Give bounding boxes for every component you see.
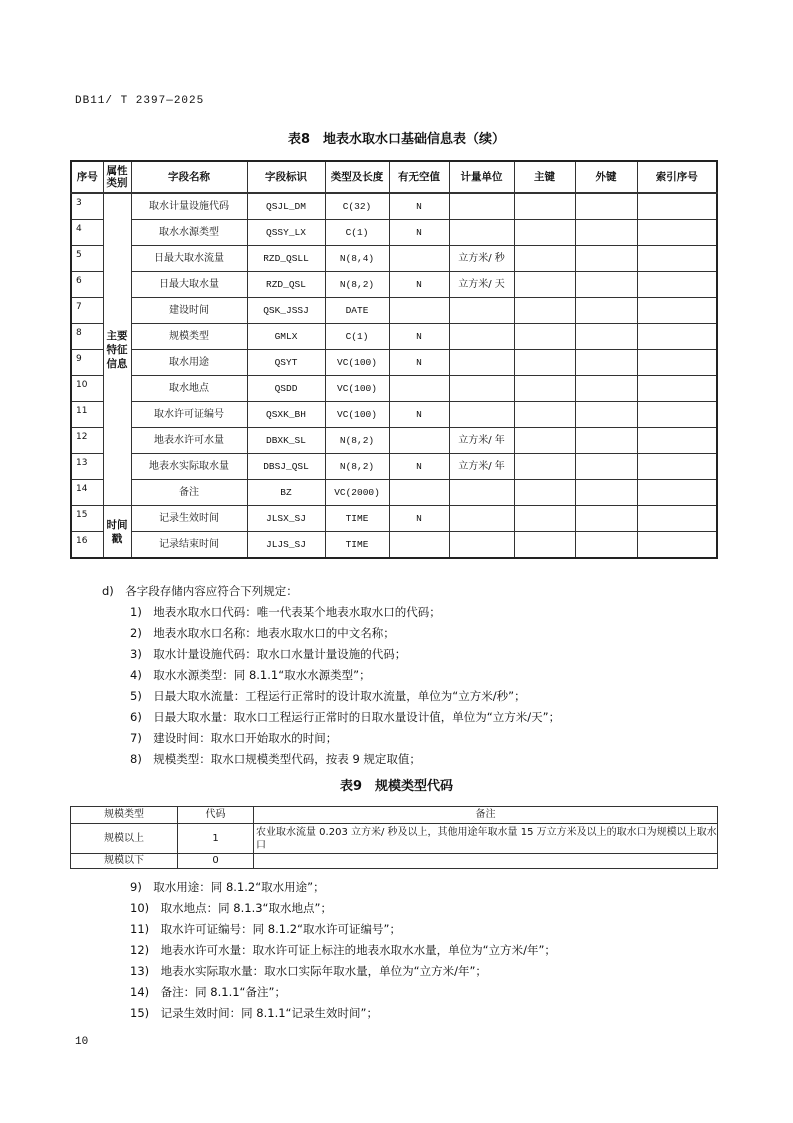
field-id: BZ bbox=[247, 480, 325, 506]
primary-key bbox=[514, 428, 575, 454]
column-header: 字段标识 bbox=[247, 161, 325, 193]
field-id: DBSJ_QSL bbox=[247, 454, 325, 480]
note: 农业取水流量 0.203 立方米/ 秒及以上，其他用途年取水量 15 万立方米及以上的取水口为规模以上取水口 bbox=[254, 824, 718, 854]
foreign-key bbox=[575, 246, 637, 272]
table-row bbox=[71, 532, 717, 559]
field-name: 取水水源类型 bbox=[131, 220, 247, 246]
unit bbox=[449, 220, 514, 246]
nullable bbox=[389, 428, 449, 454]
field-name: 取水计量设施代码 bbox=[131, 193, 247, 220]
field-id: QSJL_DM bbox=[247, 193, 325, 220]
index-order bbox=[637, 402, 717, 428]
row-number: 12 bbox=[71, 428, 103, 454]
table-row bbox=[71, 350, 717, 376]
field-name: 地表水许可水量 bbox=[131, 428, 247, 454]
list-item: d) 各字段存储内容应符合下列规定： bbox=[102, 584, 298, 598]
table-row bbox=[71, 824, 718, 854]
field-name: 建设时间 bbox=[131, 298, 247, 324]
field-name: 取水地点 bbox=[131, 376, 247, 402]
standard-header: DB11/ T 2397—2025 bbox=[75, 95, 205, 107]
index-order bbox=[637, 324, 717, 350]
table-row bbox=[71, 402, 717, 428]
scale-type: 规模以下 bbox=[71, 854, 178, 869]
list-item: 11) 取水许可证编号：同 8.1.2“取水许可证编号”； bbox=[130, 922, 401, 936]
list-item: 8) 规模类型：取水口规模类型代码，按表 9 规定取值； bbox=[130, 752, 421, 766]
field-type: VC(2000) bbox=[325, 480, 389, 506]
column-header: 规模类型 bbox=[71, 807, 178, 824]
table-row bbox=[71, 246, 717, 272]
field-id: JLJS_SJ bbox=[247, 532, 325, 559]
table8-caption: 表8 地表水取水口基础信息表（续） bbox=[287, 132, 506, 147]
list-item: 7) 建设时间：取水口开始取水的时间； bbox=[130, 731, 338, 745]
table-row bbox=[71, 272, 717, 298]
list-item: 2) 地表水取水口名称：地表水取水口的中文名称； bbox=[130, 626, 395, 640]
field-id: QSXK_BH bbox=[247, 402, 325, 428]
table9 bbox=[70, 806, 718, 869]
foreign-key bbox=[575, 298, 637, 324]
table-row bbox=[71, 506, 717, 532]
list-item: 12) 地表水许可水量：取水许可证上标注的地表水取水水量，单位为“立方米/年”； bbox=[130, 943, 556, 957]
index-order bbox=[637, 350, 717, 376]
field-id: RZD_QSLL bbox=[247, 246, 325, 272]
field-type: C(1) bbox=[325, 324, 389, 350]
field-name: 记录生效时间 bbox=[131, 506, 247, 532]
field-name: 取水许可证编号 bbox=[131, 402, 247, 428]
table-row bbox=[71, 428, 717, 454]
nullable: N bbox=[389, 193, 449, 220]
table-row bbox=[71, 376, 717, 402]
primary-key bbox=[514, 246, 575, 272]
list-item: 4) 取水水源类型：同 8.1.1“取水水源类型”； bbox=[130, 668, 371, 682]
unit bbox=[449, 506, 514, 532]
field-type: C(1) bbox=[325, 220, 389, 246]
index-order bbox=[637, 506, 717, 532]
foreign-key bbox=[575, 220, 637, 246]
primary-key bbox=[514, 324, 575, 350]
column-header: 代码 bbox=[178, 807, 254, 824]
primary-key bbox=[514, 298, 575, 324]
index-order bbox=[637, 272, 717, 298]
foreign-key bbox=[575, 454, 637, 480]
group-cell: 主要特征信息 bbox=[103, 193, 131, 506]
list-item: 6) 日最大取水量：取水口工程运行正常时的日取水量设计值，单位为“立方米/天”； bbox=[130, 710, 561, 724]
list-item: 3) 取水计量设施代码：取水口水量计量设施的代码； bbox=[130, 647, 407, 661]
field-type: TIME bbox=[325, 532, 389, 559]
field-name: 日最大取水流量 bbox=[131, 246, 247, 272]
foreign-key bbox=[575, 506, 637, 532]
row-number: 7 bbox=[71, 298, 103, 324]
row-number: 3 bbox=[71, 193, 103, 220]
column-header: 外键 bbox=[575, 161, 637, 193]
primary-key bbox=[514, 350, 575, 376]
nullable bbox=[389, 532, 449, 559]
field-type: N(8,2) bbox=[325, 454, 389, 480]
row-number: 6 bbox=[71, 272, 103, 298]
unit bbox=[449, 298, 514, 324]
table-row bbox=[71, 454, 717, 480]
row-number: 9 bbox=[71, 350, 103, 376]
table-header-row bbox=[71, 807, 718, 824]
primary-key bbox=[514, 454, 575, 480]
column-header: 有无空值 bbox=[389, 161, 449, 193]
field-name: 取水用途 bbox=[131, 350, 247, 376]
nullable: N bbox=[389, 506, 449, 532]
index-order bbox=[637, 480, 717, 506]
table-row bbox=[71, 324, 717, 350]
field-type: N(8,2) bbox=[325, 272, 389, 298]
code: 0 bbox=[178, 854, 254, 869]
primary-key bbox=[514, 272, 575, 298]
field-id: QSYT bbox=[247, 350, 325, 376]
row-number: 5 bbox=[71, 246, 103, 272]
list-item: 15) 记录生效时间：同 8.1.1“记录生效时间”； bbox=[130, 1006, 378, 1020]
column-header: 序号 bbox=[71, 161, 103, 193]
field-type: VC(100) bbox=[325, 402, 389, 428]
field-id: QSK_JSSJ bbox=[247, 298, 325, 324]
table-row bbox=[71, 193, 717, 220]
index-order bbox=[637, 298, 717, 324]
primary-key bbox=[514, 220, 575, 246]
field-type: VC(100) bbox=[325, 350, 389, 376]
unit bbox=[449, 324, 514, 350]
unit: 立方米/ 天 bbox=[449, 272, 514, 298]
primary-key bbox=[514, 480, 575, 506]
index-order bbox=[637, 376, 717, 402]
field-type: VC(100) bbox=[325, 376, 389, 402]
row-number: 16 bbox=[71, 532, 103, 559]
list-item: 5) 日最大取水流量：工程运行正常时的设计取水流量，单位为“立方米/秒”； bbox=[130, 689, 526, 703]
unit: 立方米/ 年 bbox=[449, 428, 514, 454]
unit bbox=[449, 376, 514, 402]
field-id: JLSX_SJ bbox=[247, 506, 325, 532]
table-row bbox=[71, 854, 718, 869]
field-type: DATE bbox=[325, 298, 389, 324]
field-type: C(32) bbox=[325, 193, 389, 220]
nullable bbox=[389, 246, 449, 272]
foreign-key bbox=[575, 193, 637, 220]
column-header: 备注 bbox=[254, 807, 718, 824]
field-type: TIME bbox=[325, 506, 389, 532]
field-id: QSSY_LX bbox=[247, 220, 325, 246]
primary-key bbox=[514, 402, 575, 428]
nullable: N bbox=[389, 324, 449, 350]
unit bbox=[449, 532, 514, 559]
row-number: 15 bbox=[71, 506, 103, 532]
primary-key bbox=[514, 506, 575, 532]
field-id: GMLX bbox=[247, 324, 325, 350]
field-id: DBXK_SL bbox=[247, 428, 325, 454]
primary-key bbox=[514, 532, 575, 559]
foreign-key bbox=[575, 350, 637, 376]
unit bbox=[449, 480, 514, 506]
nullable: N bbox=[389, 350, 449, 376]
column-header: 计量单位 bbox=[449, 161, 514, 193]
unit: 立方米/ 秒 bbox=[449, 246, 514, 272]
table-row bbox=[71, 220, 717, 246]
index-order bbox=[637, 193, 717, 220]
unit bbox=[449, 402, 514, 428]
list-item: 10) 取水地点：同 8.1.3“取水地点”； bbox=[130, 901, 332, 915]
table-header-row bbox=[71, 161, 717, 193]
column-header: 字段名称 bbox=[131, 161, 247, 193]
list-item: 9) 取水用途：同 8.1.2“取水用途”； bbox=[130, 880, 325, 894]
table-row bbox=[71, 298, 717, 324]
row-number: 10 bbox=[71, 376, 103, 402]
field-name: 记录结束时间 bbox=[131, 532, 247, 559]
field-id: QSDD bbox=[247, 376, 325, 402]
row-number: 13 bbox=[71, 454, 103, 480]
column-header: 索引序号 bbox=[637, 161, 717, 193]
foreign-key bbox=[575, 480, 637, 506]
field-name: 地表水实际取水量 bbox=[131, 454, 247, 480]
foreign-key bbox=[575, 402, 637, 428]
foreign-key bbox=[575, 376, 637, 402]
note bbox=[254, 854, 718, 869]
column-header: 属性类别 bbox=[103, 161, 131, 193]
field-id: RZD_QSL bbox=[247, 272, 325, 298]
unit bbox=[449, 350, 514, 376]
table8 bbox=[70, 160, 718, 559]
list-item: 13) 地表水实际取水量：取水口实际年取水量，单位为“立方米/年”； bbox=[130, 964, 487, 978]
primary-key bbox=[514, 193, 575, 220]
row-number: 8 bbox=[71, 324, 103, 350]
nullable: N bbox=[389, 402, 449, 428]
foreign-key bbox=[575, 428, 637, 454]
table-row bbox=[71, 480, 717, 506]
nullable bbox=[389, 480, 449, 506]
nullable bbox=[389, 298, 449, 324]
field-type: N(8,2) bbox=[325, 428, 389, 454]
row-number: 11 bbox=[71, 402, 103, 428]
row-number: 14 bbox=[71, 480, 103, 506]
nullable: N bbox=[389, 272, 449, 298]
row-number: 4 bbox=[71, 220, 103, 246]
index-order bbox=[637, 220, 717, 246]
scale-type: 规模以上 bbox=[71, 824, 178, 854]
field-name: 日最大取水量 bbox=[131, 272, 247, 298]
field-name: 规模类型 bbox=[131, 324, 247, 350]
index-order bbox=[637, 246, 717, 272]
unit: 立方米/ 年 bbox=[449, 454, 514, 480]
list-item: 14) 备注：同 8.1.1“备注”； bbox=[130, 985, 286, 999]
primary-key bbox=[514, 376, 575, 402]
unit bbox=[449, 193, 514, 220]
column-header: 主键 bbox=[514, 161, 575, 193]
foreign-key bbox=[575, 272, 637, 298]
page-number: 10 bbox=[75, 1036, 89, 1048]
index-order bbox=[637, 428, 717, 454]
group-cell: 时间戳 bbox=[103, 506, 131, 559]
code: 1 bbox=[178, 824, 254, 854]
index-order bbox=[637, 454, 717, 480]
field-type: N(8,4) bbox=[325, 246, 389, 272]
nullable: N bbox=[389, 454, 449, 480]
nullable: N bbox=[389, 220, 449, 246]
field-name: 备注 bbox=[131, 480, 247, 506]
list-item: 1) 地表水取水口代码：唯一代表某个地表水取水口的代码； bbox=[130, 605, 441, 619]
column-header: 类型及长度 bbox=[325, 161, 389, 193]
foreign-key bbox=[575, 532, 637, 559]
foreign-key bbox=[575, 324, 637, 350]
table9-caption: 表9 规模类型代码 bbox=[339, 779, 454, 794]
index-order bbox=[637, 532, 717, 559]
nullable bbox=[389, 376, 449, 402]
